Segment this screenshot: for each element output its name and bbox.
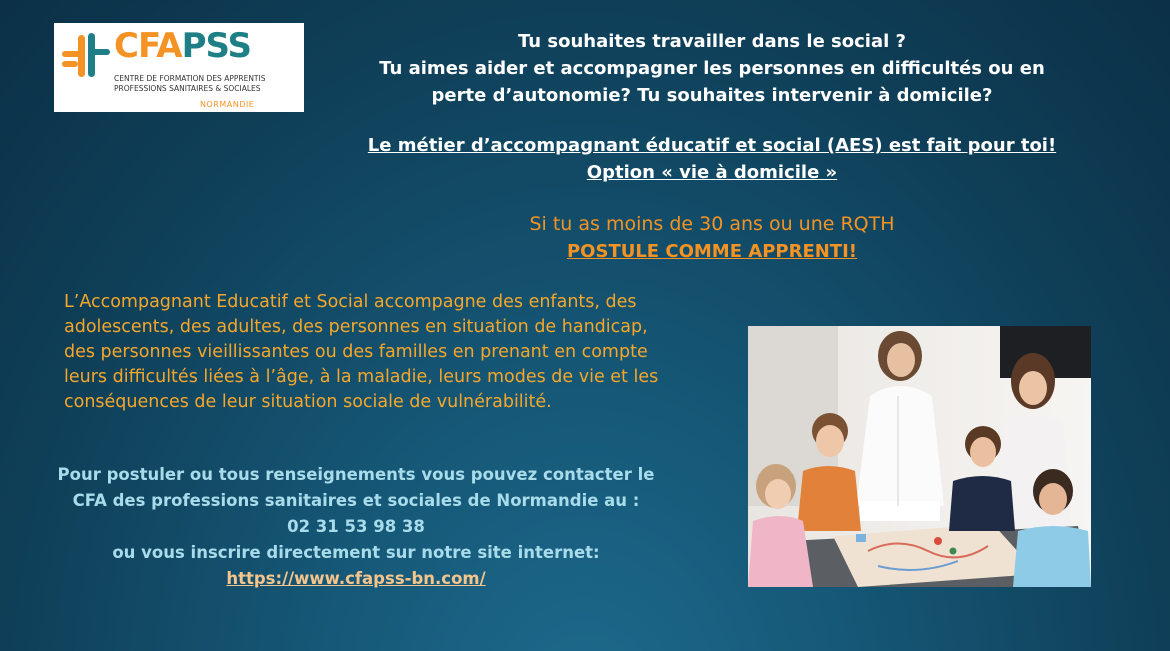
contact-line-1: Pour postuler ou tous renseignements vous pouvez contacter le bbox=[57, 465, 655, 484]
children-game-photo bbox=[748, 326, 1091, 587]
description-line-4: leurs difficultés liées à l’âge, à la maladie, leurs modes de vie et les bbox=[64, 367, 659, 387]
logo-region: NORMANDIE bbox=[200, 100, 255, 109]
apprentice-block bbox=[332, 211, 1092, 265]
intro-line-1: Tu souhaites travailler dans le social ? bbox=[518, 31, 906, 52]
job-line-1: Le métier d’accompagnant éducatif et social (AES) est fait pour toi! bbox=[367, 135, 1057, 156]
contact-line-2: CFA des professions sanitaires et sociales de Normandie au : bbox=[72, 491, 640, 510]
intro-line-2: Tu aimes aider et accompagner les personnes en difficultés ou en bbox=[379, 58, 1045, 79]
photo-illustration bbox=[748, 326, 1091, 587]
job-block bbox=[332, 132, 1092, 186]
intro-line-3: perte d’autonomie? Tu souhaites intervenir à domicile? bbox=[431, 85, 993, 106]
job-line-2: Option « vie à domicile » bbox=[586, 162, 838, 183]
contact-line-3: ou vous inscrire directement sur notre site internet: bbox=[112, 543, 600, 562]
contact-phone[interactable]: 02 31 53 98 38 bbox=[287, 517, 425, 536]
cfapss-logo bbox=[54, 23, 304, 112]
logo-subtitle-line2: PROFESSIONS SANITAIRES & SOCIALES bbox=[114, 84, 261, 93]
intro-block bbox=[332, 28, 1092, 109]
contact-block bbox=[36, 462, 676, 592]
job-description bbox=[64, 290, 704, 415]
description-line-5: conséquences de leur situation sociale de vulnérabilité. bbox=[64, 392, 552, 412]
logo-subtitle-line1: CENTRE DE FORMATION DES APPRENTIS bbox=[114, 74, 266, 83]
description-line-2: adolescents, des adultes, des personnes en situation de handicap, bbox=[64, 317, 648, 337]
description-line-3: des personnes vieillissantes ou des familles en prenant en compte bbox=[64, 342, 648, 362]
website-link[interactable]: https://www.cfapss-bn.com/ bbox=[226, 569, 486, 588]
apprentice-cta: POSTULE COMME APPRENTI! bbox=[566, 241, 857, 262]
cross-plus-icon bbox=[60, 31, 112, 81]
logo-wordmark: CFAPSS bbox=[114, 26, 251, 66]
apprentice-condition: Si tu as moins de 30 ans ou une RQTH bbox=[529, 213, 895, 235]
description-line-1: L’Accompagnant Educatif et Social accompagne des enfants, des bbox=[64, 292, 637, 312]
